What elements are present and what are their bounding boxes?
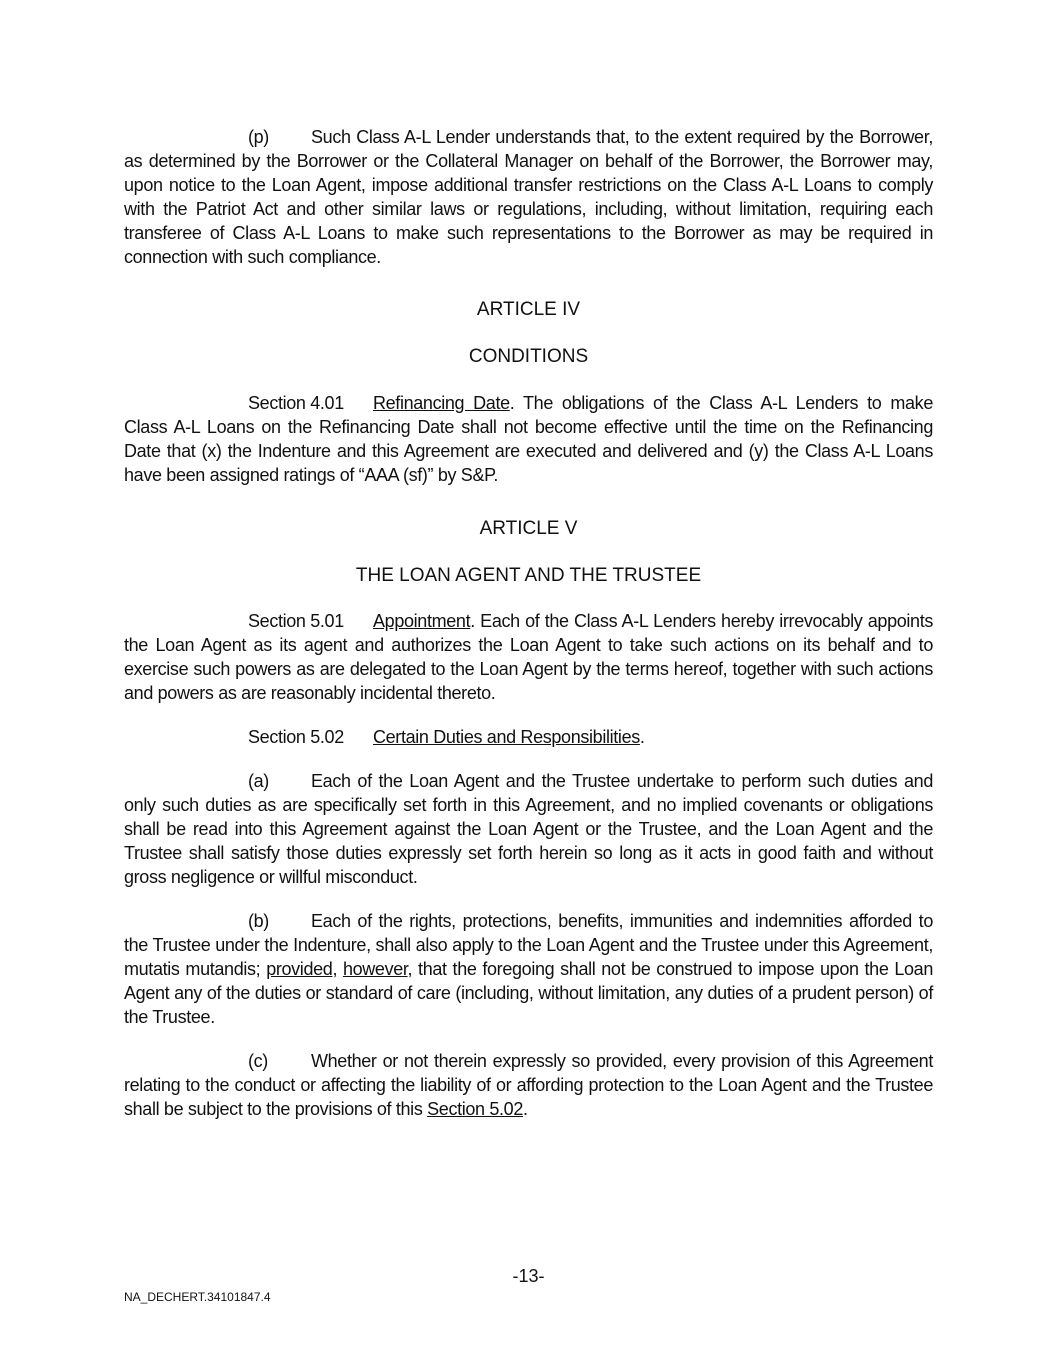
paragraph-text: , that the foregoing shall not be construed to impose upon the Loan Agent any of the duties or standard of care (including, without limitation, any duties of a prudent person) of the Trustee. [124,959,933,1027]
paragraph-b [124,909,933,1029]
paragraph-text: Each of the rights, protections, benefits, immunities and indemnities afforded to the Trustee under the Indenture, shall also apply to the Loan Agent and the Trustee under this Agreement, mutatis mutandis; [124,911,933,979]
section-heading: Refinancing Date [373,393,510,413]
defined-term: provided [266,959,333,979]
paragraph-label: (c) [248,1051,268,1071]
section-heading: Certain Duties and Responsibilities [373,727,640,747]
section-text: . Each of the Class A-L Lenders hereby irrevocably appoints the Loan Agent as its agent and authorizes the Loan Agent to take such actions on its behalf and to exercise such powers as are delegated to the Loan Agent by the terms hereof, together with such actions and powers as are reasonably incidental thereto. [124,611,933,703]
paragraph-label: (a) [248,771,269,791]
page-number: -13- [512,1266,545,1286]
section-number: Section 5.02 [248,727,344,747]
paragraph-text: Such Class A-L Lender understands that, to the extent required by the Borrower, as determined by the Borrower or the Collateral Manager on behalf of the Borrower, the Borrower may, upon notice to the Loan Agent, impose additional transfer restrictions on the Class A-L Loans to comply with the Patriot Act and other similar laws or regulations, including, without limitation, requiring each transferee of Class A-L Loans to make such representations to the Borrower as may be required in connection with such compliance. [124,127,933,267]
section-reference: Section 5.02 [427,1099,523,1119]
paragraph-p [124,125,933,269]
section-text: . [639,727,645,747]
section-heading: Appointment [373,611,471,631]
paragraph-a [124,769,933,889]
paragraph-c [124,1049,933,1121]
section-text: . The obligations of the Class A-L Lenders to make Class A-L Loans on the Refinancing Date shall not become effective until the time on the Refinancing Date that (x) the Indenture and this Agreement are executed and delivered and (y) the Class A-L Loans have been assigned ratings of “AAA (sf)” by S&P. [124,393,933,485]
paragraph-label: (p) [248,127,269,147]
paragraph-end: . [523,1099,528,1119]
section-number: Section 5.01 [248,611,344,631]
section-5-02 [124,725,933,749]
paragraph-label: (b) [248,911,269,931]
article-number: ARTICLE IV [476,299,581,320]
section-4-01 [124,391,933,487]
paragraph-text: Each of the Loan Agent and the Trustee undertake to perform such duties and only such duties as are specifically set forth in this Agreement, and no implied covenants or obligations shall be read into this Agreement against the Loan Agent or the Trustee, and the Loan Agent and the Trustee shall satisfy those duties expressly set forth herein so long as it acts in good faith and without gross negligence or willful misconduct. [124,771,933,887]
article-title: CONDITIONS [468,346,589,367]
section-number: Section 4.01 [248,393,344,413]
paragraph-text: Whether or not therein expressly so provided, every provision of this Agreement relating to the conduct or affecting the liability of or affording protection to the Loan Agent and the Trustee shall be subject to the provisions of this [124,1051,933,1119]
section-5-01 [124,609,933,705]
separator: , [332,959,343,979]
article-number: ARTICLE V [479,518,578,539]
document-id: NA_DECHERT.34101847.4 [124,1290,271,1304]
article-title: THE LOAN AGENT AND THE TRUSTEE [355,565,702,586]
defined-term: however [342,959,408,979]
